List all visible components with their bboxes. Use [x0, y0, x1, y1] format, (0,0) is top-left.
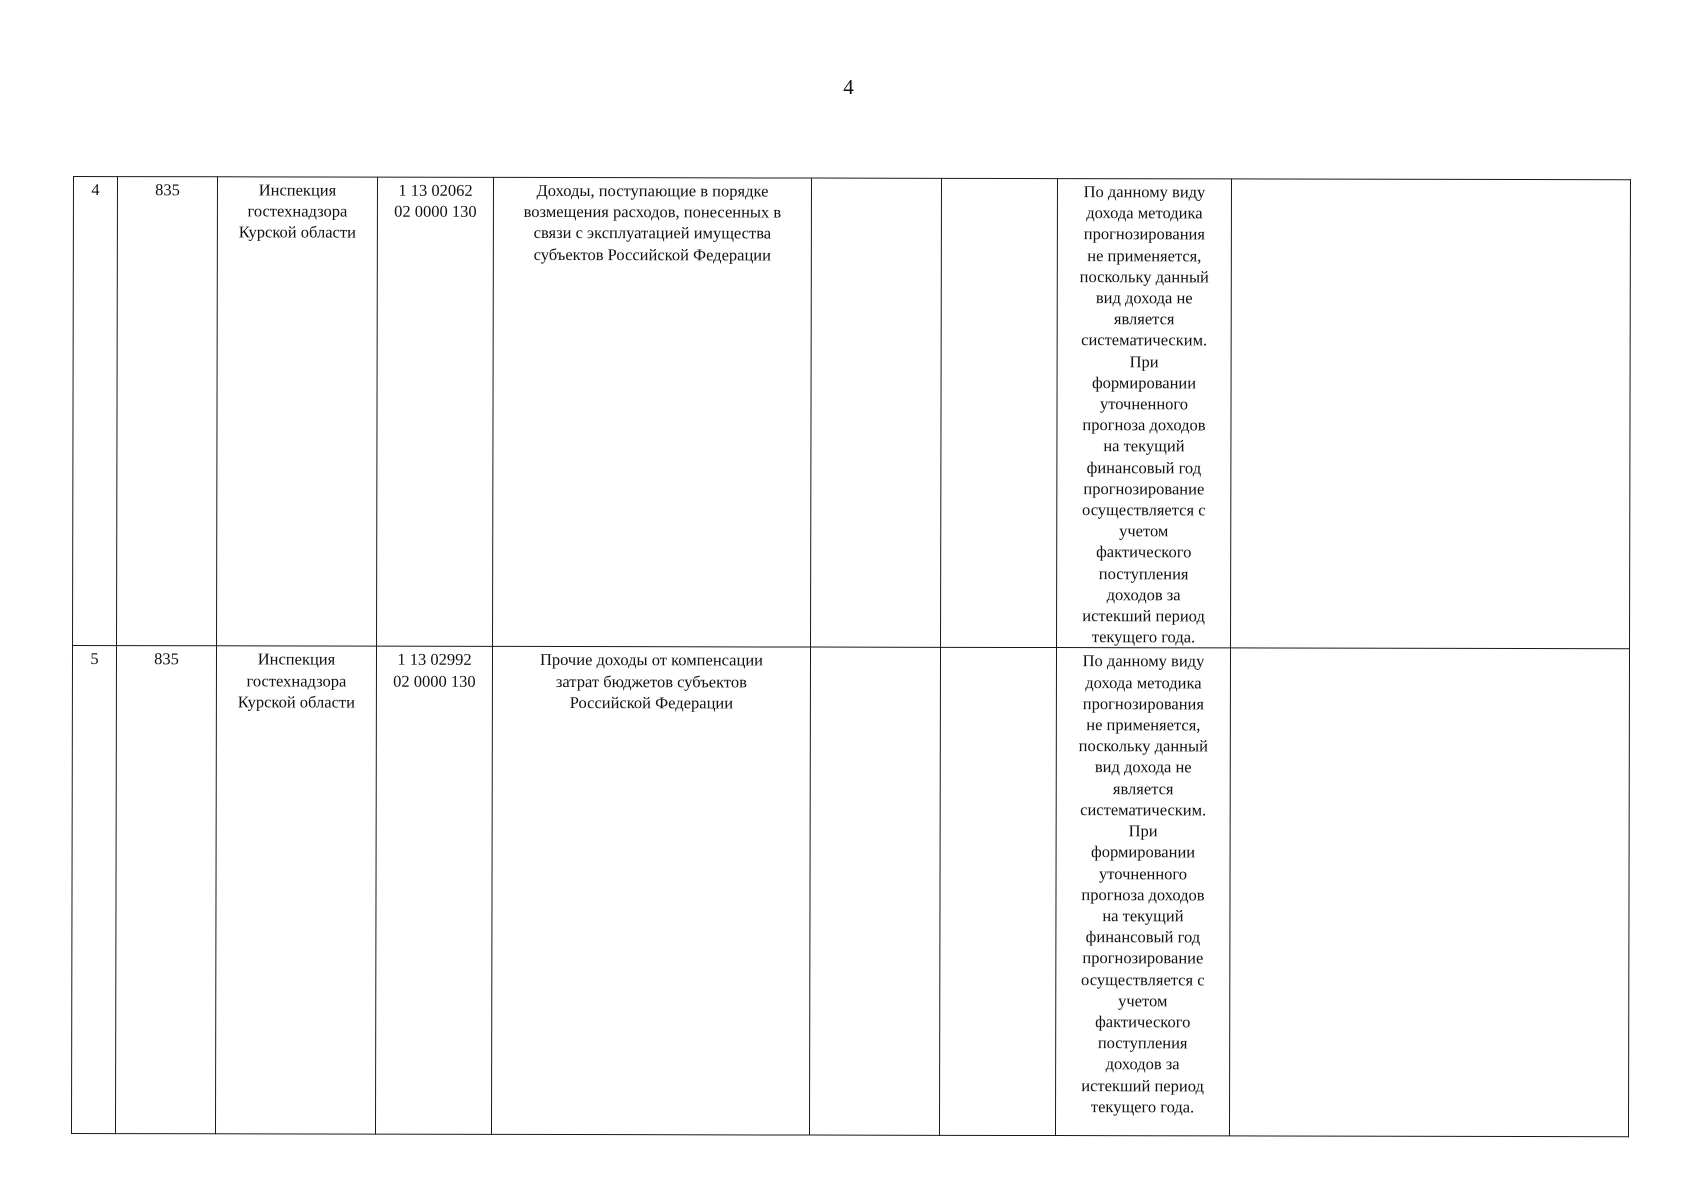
- table-row: [73, 177, 1631, 650]
- organization-cell: [215, 646, 376, 1134]
- organization-name: Инспекция гостехнадзора Курской области: [238, 180, 356, 242]
- revenue-description: Прочие доходы от компенсации затрат бюджетов субъектов Российской Федерации: [539, 650, 764, 713]
- organization-name: Инспекция гостехнадзора Курской области: [237, 649, 355, 712]
- empty-cell: [1231, 179, 1631, 649]
- organization-cell: [217, 177, 378, 647]
- kbk-code: 1 13 02992 02 0000 130: [393, 650, 476, 691]
- forecast-method-text: По данному виду дохода методика прогнозирования не применяется, поскольку данный вид дохода не является систематическим. При формировании уточненного прогноза доходов на текущий финансовый год прогнозирование осуществляется с учетом фактического поступления доходов за истекший период текущего года.: [1078, 651, 1208, 1117]
- empty-cell: [1229, 648, 1629, 1137]
- empty-cell: [809, 648, 940, 1136]
- admin-code: 835: [154, 649, 179, 669]
- admin-code: 835: [155, 180, 180, 200]
- revenue-description-cell: [491, 647, 810, 1136]
- empty-cell: [939, 648, 1056, 1136]
- empty-cell: [811, 178, 942, 648]
- empty-value: [1235, 651, 1625, 652]
- forecast-method-text: По данному виду дохода методика прогнозирования не применяется, поскольку данный вид дохода не является систематическим. При формировании уточненного прогноза доходов на текущий финансовый год прогнозирование осуществляется с учетом фактического поступления доходов за истекший период текущего года.: [1079, 182, 1209, 647]
- revenue-description: Доходы, поступающие в порядке возмещения расходов, понесенных в связи с эксплуатацией имущества субъектов Российской Федерации: [523, 180, 782, 265]
- revenue-description-cell: [493, 177, 812, 647]
- forecast-method-cell: [1057, 179, 1232, 649]
- kbk-code: 1 13 02062 02 0000 130: [394, 180, 477, 222]
- forecast-method-cell: [1055, 648, 1230, 1136]
- empty-value: [1236, 181, 1626, 182]
- row-number-cell: [73, 177, 118, 647]
- page-number: 4: [843, 75, 854, 99]
- row-number: 4: [91, 180, 100, 200]
- kbk-code-cell: [375, 647, 492, 1135]
- row-number-cell: [71, 646, 116, 1134]
- revenue-forecast-table: [71, 176, 1631, 1138]
- admin-code-cell: [117, 177, 218, 647]
- table-row: [71, 646, 1629, 1137]
- empty-cell: [941, 178, 1058, 648]
- row-number: 5: [90, 649, 99, 669]
- admin-code-cell: [115, 646, 216, 1134]
- kbk-code-cell: [377, 177, 494, 647]
